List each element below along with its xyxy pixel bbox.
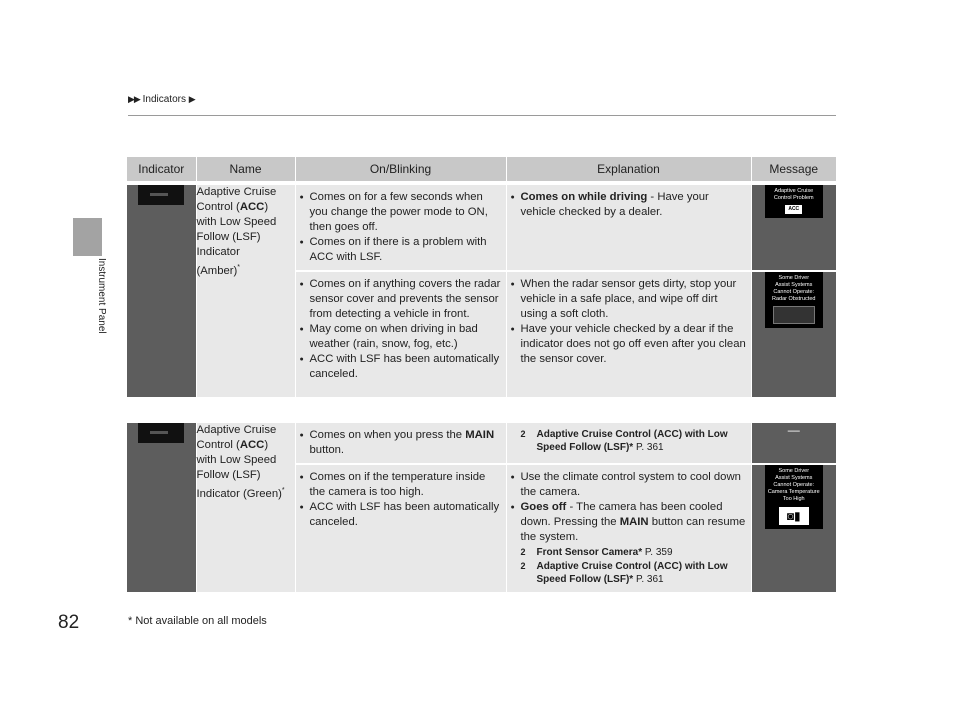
explanation-cell [506,271,751,398]
message-cell [751,422,836,464]
col-header-message: Message [751,157,836,181]
acc-amber-indicator-icon [138,185,184,205]
table-row [127,184,836,271]
indicator-cell [127,184,196,398]
indicator-table [127,157,837,594]
message-display: Adaptive Cruise Control Problem ACC [765,185,823,218]
breadcrumb-label: Indicators [142,94,186,105]
radar-obstructed-icon [773,306,815,324]
page-reference-link[interactable]: 2 Front Sensor Camera* P. 359 [520,547,673,558]
header-divider [128,115,836,116]
list-item: ● When the radar sensor gets dirty, stop your vehicle in a safe place, and wipe off dirt using a soft cloth. [521,277,747,322]
list-item: ● ACC with LSF has been automatically canceled. [310,352,502,382]
reference-icon: 2 [520,547,526,557]
list-item: ● Goes off - The camera has been cooled down. Pressing the MAIN button can resume the system. [521,500,747,545]
message-display: Some Driver Assist Systems Cannot Operate: Camera Temperature Too High ◙▮ [765,465,823,529]
col-header-on-blinking: On/Blinking [295,157,506,181]
message-cell [751,271,836,398]
message-cell [751,464,836,593]
list-item: ● Comes on if anything covers the radar sensor cover and prevents the sensor from detecting a vehicle in front. [310,277,502,322]
explanation-cell [506,184,751,271]
on-blinking-cell [295,464,506,593]
message-display: Some Driver Assist Systems Cannot Operate: Radar Obstructed [765,272,823,328]
breadcrumb-arrow-icon: ▶ [188,94,195,104]
table-header-row [127,157,836,181]
list-item: ● Comes on if there is a problem with ACC with LSF. [310,235,502,265]
on-blinking-cell [295,271,506,398]
on-blinking-cell [295,422,506,464]
list-item: ● Comes on if the temperature inside the camera is too high. [310,470,502,500]
breadcrumb[interactable] [128,94,195,105]
list-item: ● Have your vehicle checked by a dear if the indicator does not go off even after you clean the sensor cover. [521,322,747,367]
col-header-indicator: Indicator [127,157,196,181]
list-item: ● May come on when driving in bad weather (rain, snow, fog, etc.) [310,322,502,352]
list-item: ● Comes on for a few seconds when you change the power mode to ON, then goes off. [310,190,502,235]
reference-icon: 2 [520,561,526,571]
page-reference-link[interactable]: 2 Adaptive Cruise Control (ACC) with Low Speed Follow (LSF)* P. 361 [520,429,728,453]
on-blinking-cell [295,184,506,271]
indicator-cell [127,422,196,593]
breadcrumb-arrow-icon: ▶▶ [128,94,140,104]
list-item: ● Comes on when you press the MAIN button. [310,428,502,458]
acc-badge: ACC [785,205,802,214]
indicator-name: Adaptive Cruise Control (ACC) with Low Speed Follow (LSF) Indicator (Amber)* [196,184,295,398]
col-header-name: Name [196,157,295,181]
explanation-cell [506,422,751,464]
page-reference-link[interactable]: 2 Adaptive Cruise Control (ACC) with Low Speed Follow (LSF)* P. 361 [520,561,728,585]
col-header-explanation: Explanation [506,157,751,181]
camera-icon: ◙▮ [779,507,809,525]
list-item: ● ACC with LSF has been automatically canceled. [310,500,502,530]
message-cell [751,184,836,271]
footnote: * Not available on all models [128,615,267,627]
table-row [127,422,836,464]
no-message: — [787,423,800,437]
page-number: 82 [58,612,80,633]
list-item: ● Use the climate control system to cool down the camera. [521,470,747,500]
reference-icon: 2 [520,429,526,439]
explanation-cell [506,464,751,593]
acc-green-indicator-icon [138,423,184,443]
indicator-name: Adaptive Cruise Control (ACC) with Low Speed Follow (LSF) Indicator (Green)* [196,422,295,593]
section-tab-marker [73,218,102,256]
section-label: Instrument Panel [96,258,107,334]
list-item: ● Comes on while driving - Have your vehicle checked by a dealer. [521,190,747,220]
